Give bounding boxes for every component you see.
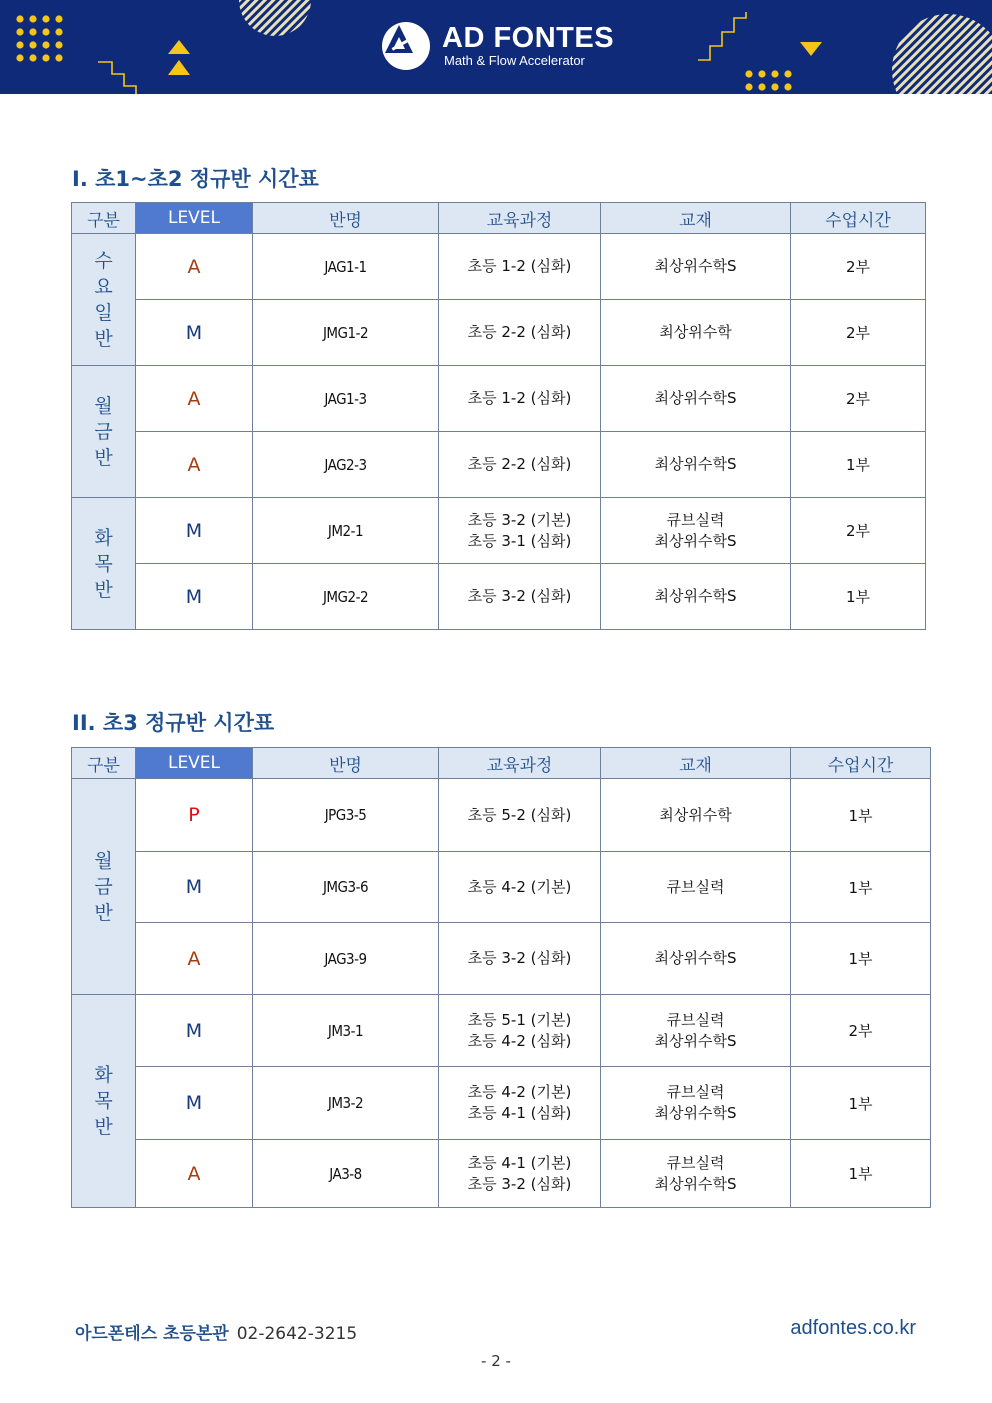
table-row	[72, 995, 931, 1067]
time-cell: 1부	[791, 779, 931, 852]
table-row	[72, 779, 931, 852]
class-name-cell: JMG1-2	[253, 300, 439, 366]
textbook-cell: 최상위수학S	[601, 234, 791, 300]
header-level: LEVEL	[136, 748, 253, 779]
textbook-cell: 최상위수학	[601, 779, 791, 852]
class-name-cell: JMG2-2	[253, 564, 439, 630]
header-category: 구분	[72, 203, 136, 234]
header-textbook: 교재	[601, 203, 791, 234]
table-row	[72, 234, 926, 300]
level-cell: P	[136, 779, 253, 852]
time-cell: 1부	[791, 432, 926, 498]
table-row	[72, 852, 931, 923]
course-cell: 초등 2-2 (심화)	[439, 432, 601, 498]
time-cell: 1부	[791, 1067, 931, 1140]
table-row	[72, 923, 931, 995]
time-cell: 1부	[791, 1140, 931, 1208]
class-name-cell: JAG1-1	[253, 234, 439, 300]
brand-tagline: Math & Flow Accelerator	[444, 53, 585, 68]
table-header-row	[72, 203, 926, 234]
level-cell: A	[136, 366, 253, 432]
level-cell: M	[136, 995, 253, 1067]
class-name-cell: JPG3-5	[253, 779, 439, 852]
textbook-cell: 큐브실력 최상위수학S	[601, 1140, 791, 1208]
adfontes-logo-icon	[382, 22, 430, 70]
table-row	[72, 498, 926, 564]
header-category: 구분	[72, 748, 136, 779]
textbook-cell: 최상위수학S	[601, 564, 791, 630]
footer-website-link[interactable]: adfontes.co.kr	[790, 1317, 916, 1339]
textbook-cell: 큐브실력 최상위수학S	[601, 498, 791, 564]
group-cell: 수요일반	[72, 234, 136, 366]
level-cell: M	[136, 498, 253, 564]
level-cell: A	[136, 923, 253, 995]
course-cell: 초등 4-2 (기본) 초등 4-1 (심화)	[439, 1067, 601, 1140]
time-cell: 1부	[791, 852, 931, 923]
level-cell: M	[136, 564, 253, 630]
course-cell: 초등 5-1 (기본) 초등 4-2 (심화)	[439, 995, 601, 1067]
header-class-name: 반명	[253, 748, 439, 779]
dot-grid-decoration	[16, 15, 62, 61]
textbook-cell: 최상위수학S	[601, 366, 791, 432]
level-cell: A	[136, 1140, 253, 1208]
header-textbook: 교재	[601, 748, 791, 779]
footer-branch: 아드폰테스 초등본관	[75, 1324, 229, 1344]
footer-phone[interactable]: 02-2642-3215	[236, 1324, 358, 1344]
time-cell: 1부	[791, 923, 931, 995]
level-cell: M	[136, 852, 253, 923]
course-cell: 초등 3-2 (심화)	[439, 564, 601, 630]
textbook-cell: 최상위수학S	[601, 923, 791, 995]
group-cell: 화목반	[72, 498, 136, 630]
table-row	[72, 564, 926, 630]
time-cell: 2부	[791, 234, 926, 300]
header-class-time: 수업시간	[791, 203, 926, 234]
header-class-name: 반명	[253, 203, 439, 234]
group-cell: 월금반	[72, 779, 136, 995]
brand-logo	[382, 22, 614, 70]
timetable	[71, 747, 931, 1208]
course-cell: 초등 4-1 (기본) 초등 3-2 (심화)	[439, 1140, 601, 1208]
class-name-cell: JM2-1	[253, 498, 439, 564]
textbook-cell: 큐브실력 최상위수학S	[601, 995, 791, 1067]
level-cell: A	[136, 432, 253, 498]
table-row	[72, 432, 926, 498]
time-cell: 2부	[791, 366, 926, 432]
page-number: - 2 -	[481, 1352, 511, 1370]
header-banner	[0, 0, 992, 94]
header-level: LEVEL	[136, 203, 253, 234]
textbook-cell: 최상위수학S	[601, 432, 791, 498]
table-header-row	[72, 748, 931, 779]
course-cell: 초등 2-2 (심화)	[439, 300, 601, 366]
group-cell: 월금반	[72, 366, 136, 498]
course-cell: 초등 4-2 (기본)	[439, 852, 601, 923]
course-cell: 초등 1-2 (심화)	[439, 234, 601, 300]
header-class-time: 수업시간	[791, 748, 931, 779]
level-cell: M	[136, 300, 253, 366]
section-title: II. 초3 정규반 시간표	[72, 711, 275, 735]
class-name-cell: JA3-8	[253, 1140, 439, 1208]
textbook-cell: 큐브실력	[601, 852, 791, 923]
time-cell: 2부	[791, 498, 926, 564]
table-row	[72, 1140, 931, 1208]
class-name-cell: JM3-1	[253, 995, 439, 1067]
textbook-cell: 큐브실력 최상위수학S	[601, 1067, 791, 1140]
timetable	[71, 202, 926, 630]
section-title: I. 초1~초2 정규반 시간표	[72, 167, 319, 191]
level-cell: M	[136, 1067, 253, 1140]
time-cell: 2부	[791, 995, 931, 1067]
table-row	[72, 366, 926, 432]
course-cell: 초등 1-2 (심화)	[439, 366, 601, 432]
class-name-cell: JMG3-6	[253, 852, 439, 923]
footer-contact	[75, 1319, 357, 1344]
class-name-cell: JM3-2	[253, 1067, 439, 1140]
header-course: 교육과정	[439, 748, 601, 779]
time-cell: 2부	[791, 300, 926, 366]
course-cell: 초등 3-2 (기본) 초등 3-1 (심화)	[439, 498, 601, 564]
group-cell: 화목반	[72, 995, 136, 1208]
time-cell: 1부	[791, 564, 926, 630]
course-cell: 초등 3-2 (심화)	[439, 923, 601, 995]
level-cell: A	[136, 234, 253, 300]
course-cell: 초등 5-2 (심화)	[439, 779, 601, 852]
textbook-cell: 최상위수학	[601, 300, 791, 366]
striped-circle-decoration	[239, 0, 992, 94]
dot-grid-decoration-2	[745, 70, 791, 90]
table-row	[72, 300, 926, 366]
class-name-cell: JAG2-3	[253, 432, 439, 498]
brand-name: AD FONTES	[442, 22, 615, 54]
table-row	[72, 1067, 931, 1140]
header-course: 교육과정	[439, 203, 601, 234]
class-name-cell: JAG3-9	[253, 923, 439, 995]
class-name-cell: JAG1-3	[253, 366, 439, 432]
